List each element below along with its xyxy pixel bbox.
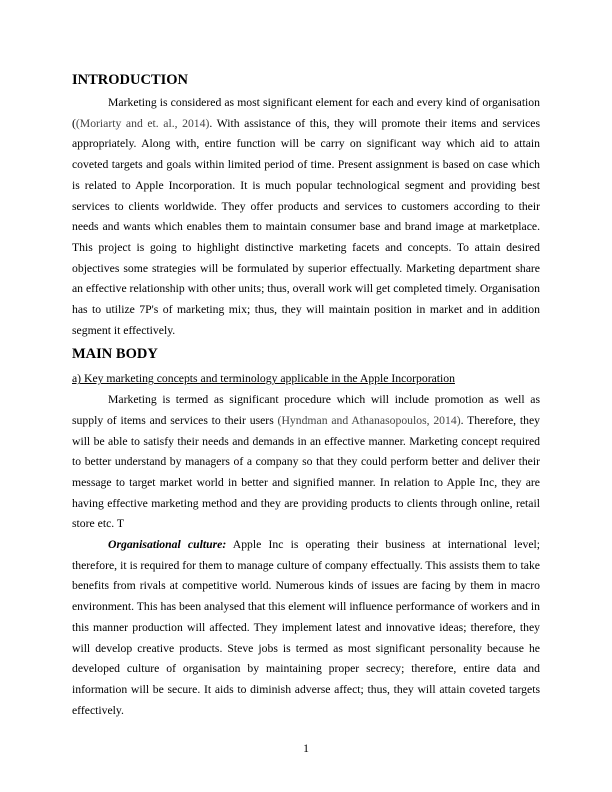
organisational-culture-term: Organisational culture: xyxy=(108,538,227,552)
page-number: 1 xyxy=(303,742,309,755)
intro-citation: (Moriarty and et. al., 2014) xyxy=(75,116,210,130)
organisational-culture-paragraph xyxy=(72,535,540,721)
organisational-culture-text: Apple Inc is operating their business at international level; therefore, it is required for them to manage culture of company effectually. This assists them to take benefits from rivals at competitive world. Numerous kinds of issues are facing by them in macro environment. This has been analysed that this element will influence performance of workers and in this manner production will affected. They implement latest and innovative ideas; therefore, they will develop creative products. Steve jobs is termed as most significant personality because he developed culture of organisation by maintaining proper secrecy; therefore, entire data and information will be secure. It aids to diminish adverse affect; thus, they will attain coveted targets effectively. xyxy=(72,538,540,717)
section-a-text-rest: . Therefore, they will be able to satisfy their needs and demands in an effective manner. Marketing concept required to better understand by managers of a company so that they could perform better and deliver their message to target market world in better and signified manner. In relation to Apple Inc, they are having effective marketing method and they are providing products to clients through online, retail store etc. T xyxy=(72,413,541,531)
intro-text-rest: . With assistance of this, they will promote their items and services appropriately. Along with, entire function will be carry on significant way which aid to attain coveted targets and goals within limited period of time. Present assignment is based on case which is related to Apple Incorporation. It is much popular technological segment and providing best services to clients worldwide. They offer products and services to customers according to their needs and wants which enables them to maintain consumer base and brand image at marketplace. This project is going to highlight distinctive marketing facets and concepts. To attain desired objectives some strategies will be formulated by superior effectually. Marketing department share an effective relationship with other units; thus, overall work will get completed timely. Organisation has to utilize 7P's of marketing mix; thus, they will maintain position in market and in addition segment it effectively. xyxy=(72,116,540,337)
introduction-heading: INTRODUCTION xyxy=(72,72,189,88)
section-a-paragraph xyxy=(72,390,540,535)
main-body-heading: MAIN BODY xyxy=(72,346,158,363)
section-a-text-start: Marketing is termed as significant procedure which will include promotion as well as supply of items and services to their users xyxy=(72,393,540,427)
section-a-title: a) Key marketing concepts and terminology applicable in the Apple Incorporation xyxy=(72,372,455,386)
intro-text-start: Marketing is considered as most significant element for each and every kind of organisation ( xyxy=(72,96,540,130)
introduction-paragraph xyxy=(72,93,540,341)
section-a-citation: (Hyndman and Athanasopoulos, 2014) xyxy=(277,413,461,427)
page-content xyxy=(72,71,540,721)
